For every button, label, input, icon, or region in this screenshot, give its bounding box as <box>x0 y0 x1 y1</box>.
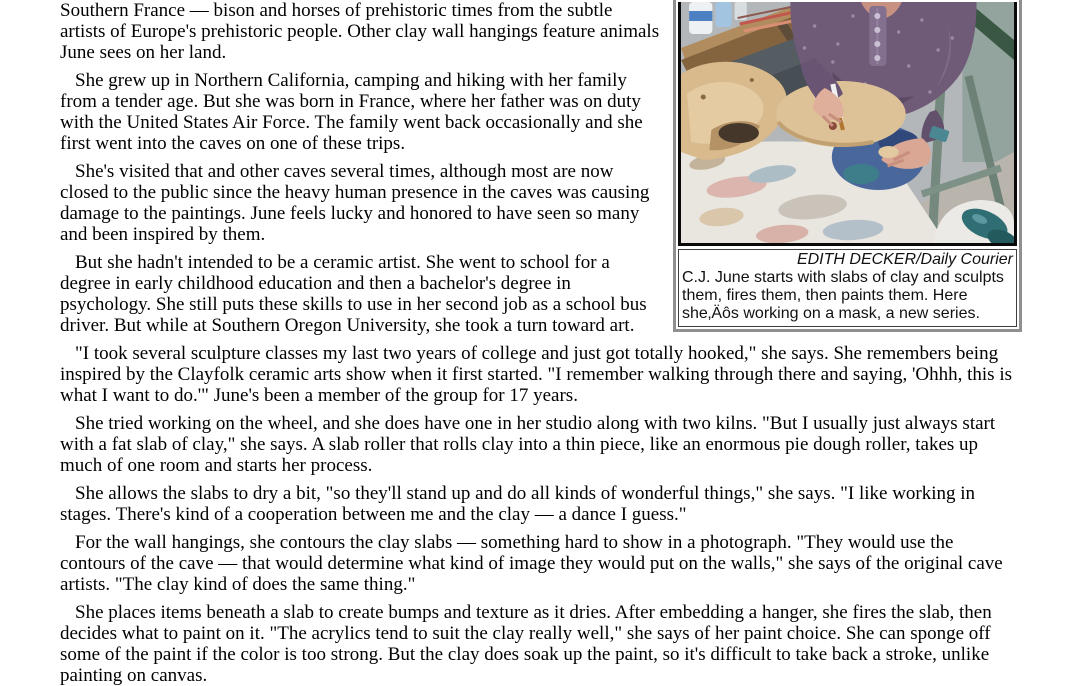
body-paragraph: But she hadn't intended to be a ceramic artist. She went to school for a degree in early childhood education and then a bachelor's degree in psychology. She still puts these skills to use in her second job as a school bus driver. But while at Southern Oregon University, she took a turn toward art. <box>60 252 647 336</box>
body-paragraph: She allows the slabs to dry a bit, "so they'll stand up and do all kinds of wonderful things," she says. "I like working in stages. There's kind of a cooperation between me and the clay — a dance I guess." <box>60 483 976 525</box>
photo-caption-box <box>678 249 1017 327</box>
body-paragraph: "I took several sculpture classes my last two years of college and just got totally hooked," she says. She remembers being inspired by the Clayfolk ceramic arts show when it first started. "I remember walking through there and saying, 'Ohhh, this is what I want to do.'" June's been a member of the group for 17 years. <box>60 343 1012 406</box>
body-paragraph: She's visited that and other caves several times, although most are now closed to the public since the heavy human presence in the caves was causing damage to the paintings. June feels lucky and honored to have seen so many and been inspired by them. <box>60 161 650 245</box>
body-paragraph: For the wall hangings, she contours the clay slabs — something hard to show in a photograph. "They would use the contours of the cave — that would determine what kind of image they would put on the walls," she says of the original cave artists. "The clay kind of does the same thing." <box>60 532 1003 595</box>
body-paragraph: She grew up in Northern California, camping and hiking with her family from a tender age. But she was born in France, where her father was on duty with the United States Air Force. The family went back occasionally and she first went into the caves on one of these trips. <box>60 70 643 154</box>
body-paragraph: Southern France — bison and horses of prehistoric times from the subtle artists of Europe's prehistoric people. Other clay wall hangings feature animals June sees on her land. <box>60 0 660 63</box>
body-paragraph: She places items beneath a slab to create bumps and texture as it dries. After embedding a hanger, she fires the slab, then decides what to paint on it. "The acrylics tend to suit the clay really well," she says of her paint choice. She can sponge off some of the paint if the color is too strong. But the clay does soak up the paint, so it's difficult to take back a stroke, unlike painting on canvas. <box>60 602 992 686</box>
body-paragraph: She tried working on the wheel, and she does have one in her studio along with two kilns. "But I usually just always start with a fat slab of clay," she says. A slab roller that rolls clay into a thin piece, like an enormous pie dough roller, takes up much of one room and starts her process. <box>60 413 996 476</box>
photo-caption: C.J. June starts with slabs of clay and sculpts them, fires them, then paints them. Here she‚Äôs working on a mask, a new series. <box>682 269 1004 322</box>
photo-credit: EDITH DECKER/Daily Courier <box>796 251 1013 268</box>
artist-photo <box>678 2 1017 246</box>
artist-photo-illustration <box>681 2 1014 243</box>
photo-figure <box>673 0 1022 332</box>
